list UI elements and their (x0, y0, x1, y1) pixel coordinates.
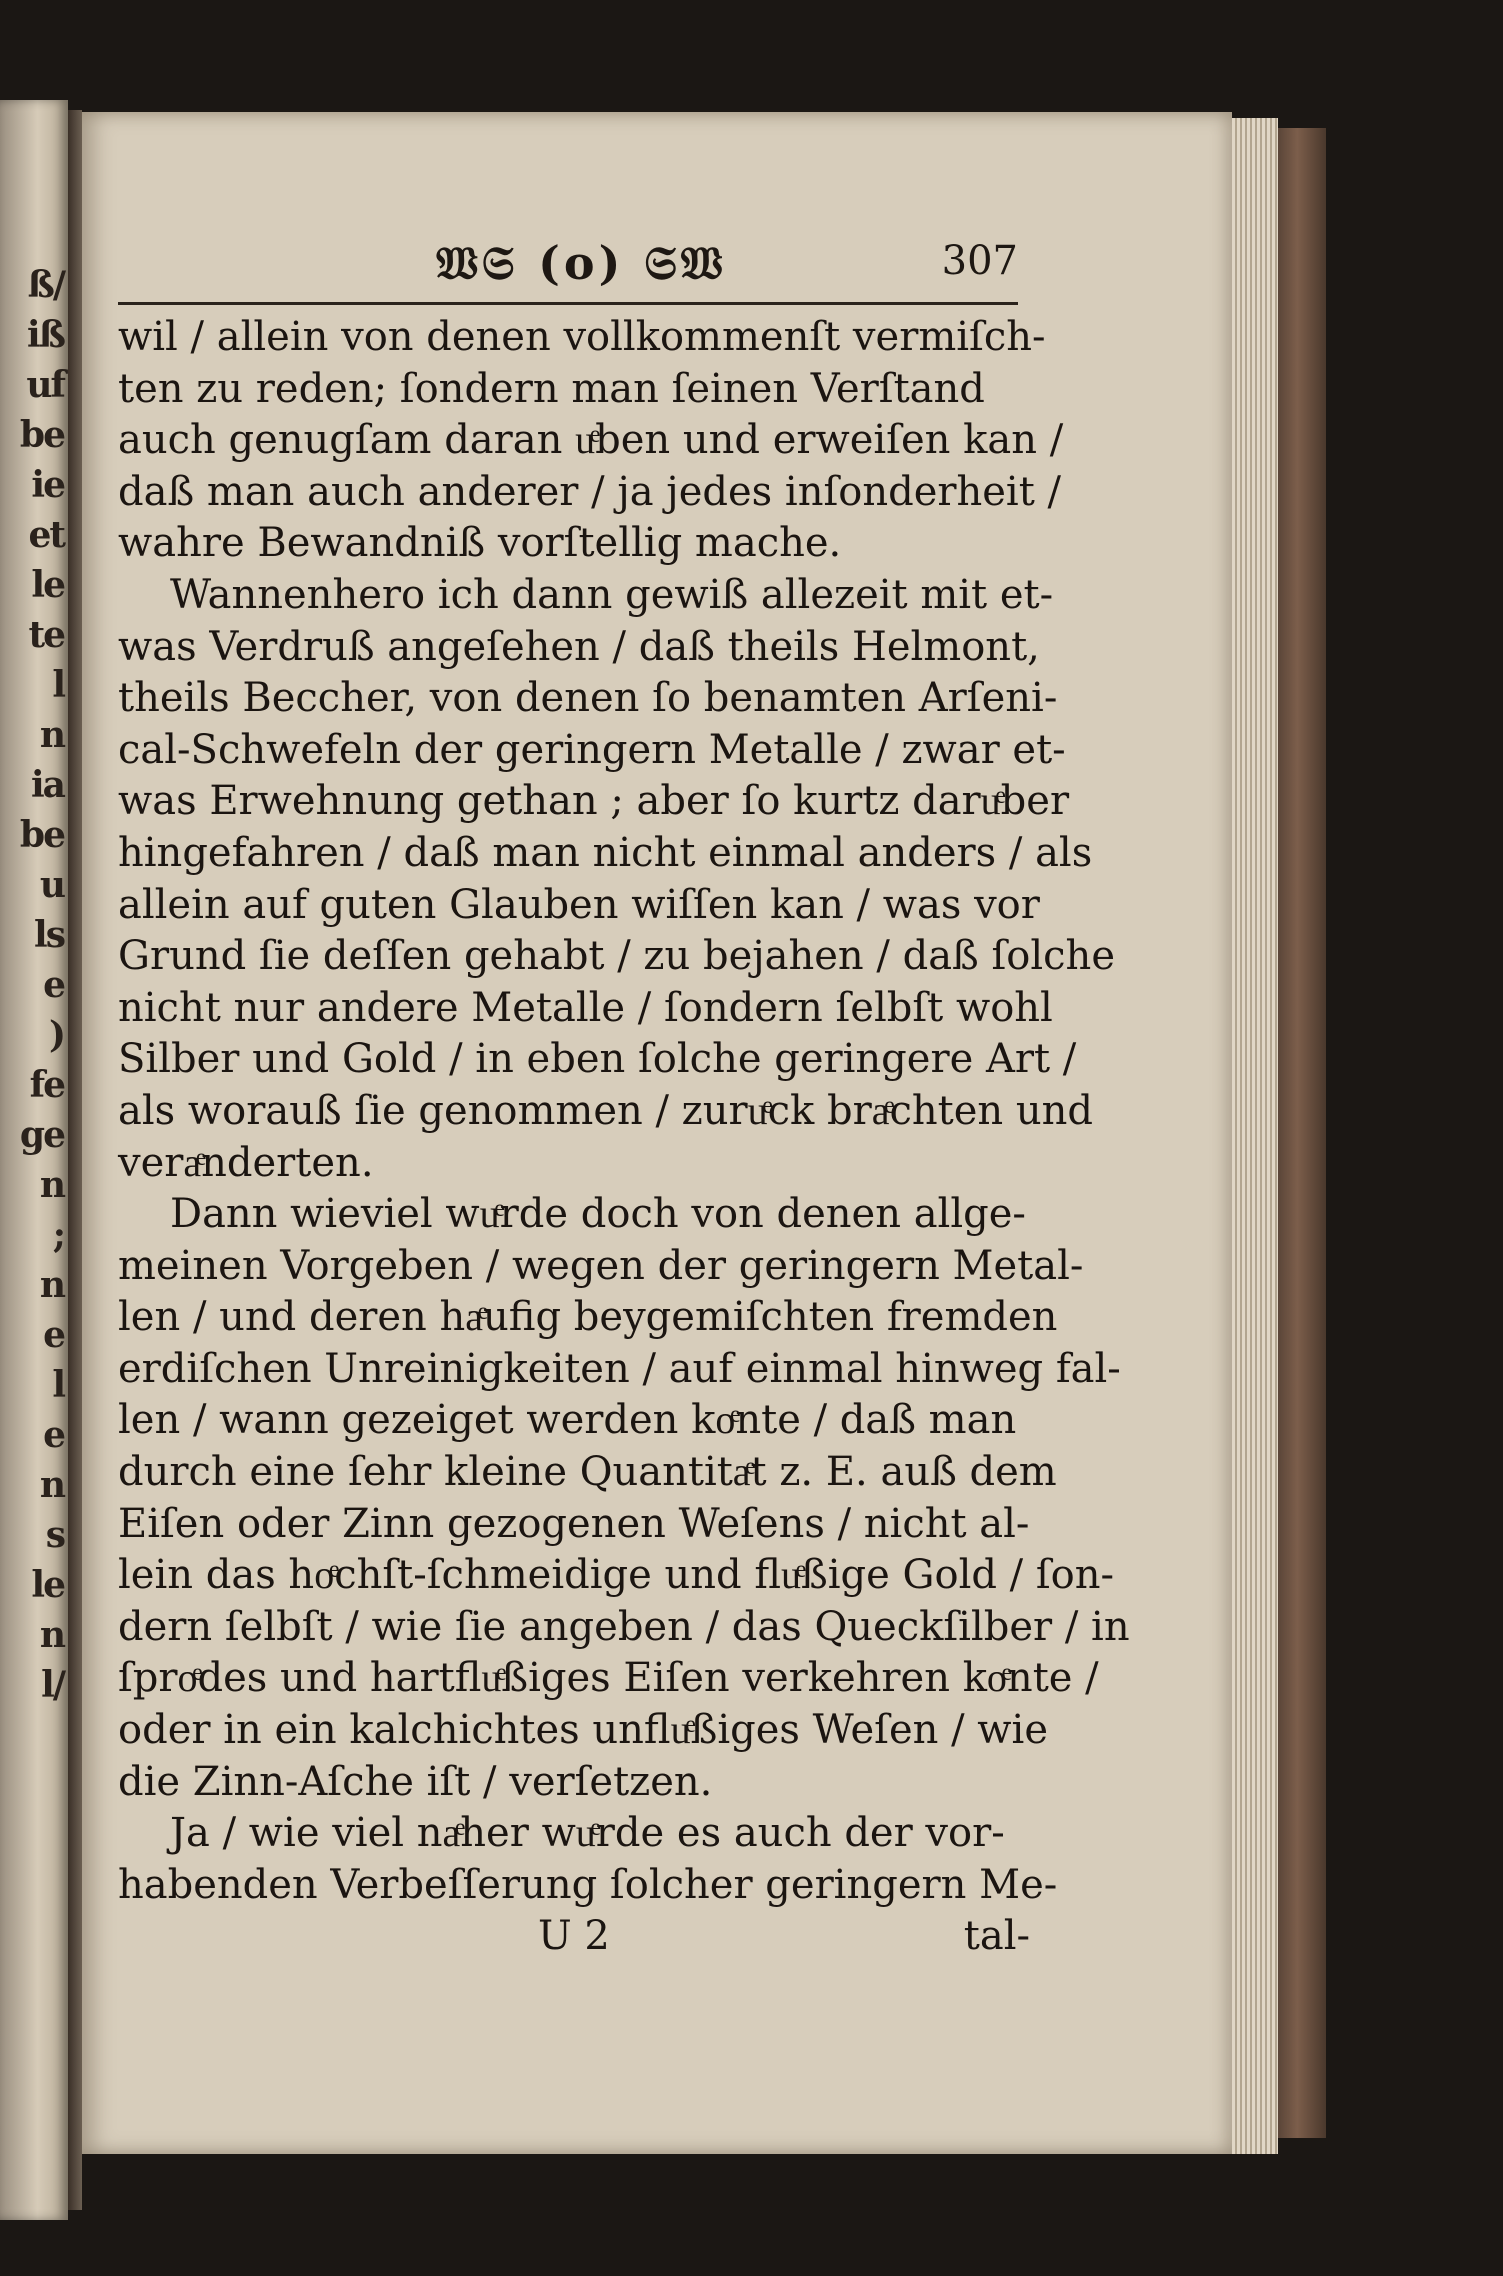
text-line: Silber und Gold / in eben ſolche geringere Art / (118, 1036, 1077, 1083)
text-line: daß man auch anderer / ja jedes inſonderheit / (118, 468, 1061, 515)
left-edge-fragment: ge (19, 1114, 64, 1156)
paragraph-start-line: Wannenhero ich dann gewiß allezeit mit et- (170, 571, 1054, 618)
left-edge-fragment: l (52, 664, 64, 706)
left-edge-fragment: et (28, 514, 64, 556)
text-line: Eiſen oder Zinn gezogenen Weſens / nicht al- (118, 1500, 1030, 1547)
page-header (118, 232, 1018, 302)
left-edge-fragment: ia (30, 764, 64, 806)
left-edge-fragment: ls (34, 914, 64, 956)
text-line: len / wann gezeiget werden koͤnte / daß man (118, 1397, 1017, 1444)
text-line: was Erwehnung gethan ; aber ſo kurtz daruͤber (118, 778, 1070, 825)
catchword: tal- (963, 1913, 1030, 1960)
left-edge-fragment: le (31, 1564, 64, 1606)
text-line: ten zu reden; ſondern man ſeinen Verſtand (118, 365, 985, 412)
left-page-edge (0, 100, 68, 2220)
text-line: dern ſelbſt / wie ſie angeben / das Queckſilber / in (118, 1603, 1130, 1650)
left-edge-fragment: e (43, 1414, 64, 1456)
left-edge-fragment: fe (29, 1064, 64, 1106)
left-edge-fragment: n (39, 1614, 64, 1656)
book-gutter (68, 110, 82, 2210)
left-edge-fragment: s (45, 1514, 64, 1556)
left-edge-fragment: ; (52, 1214, 64, 1256)
page-stack-edge (1232, 118, 1278, 2154)
text-line: erdiſchen Unreinigkeiten / auf einmal hinweg fal- (118, 1345, 1121, 1392)
left-edge-fragment: ß/ (27, 264, 64, 306)
header-ornament: 𝔚𝔖 (o) 𝔖𝔚 (436, 236, 727, 290)
left-edge-fragment: ie (31, 464, 64, 506)
left-edge-fragment: e (43, 1314, 64, 1356)
text-line: ſproͤdes und hartfluͤßiges Eiſen verkehren koͤnte / (118, 1655, 1099, 1702)
left-edge-fragment: be (19, 414, 64, 456)
text-line: veraͤnderten. (118, 1139, 374, 1186)
text-line: habenden Verbeſſerung ſolcher geringern Me- (118, 1861, 1058, 1908)
text-line: hingefahren / daß man nicht einmal anders / als (118, 829, 1093, 876)
page-body (118, 312, 1130, 1963)
text-line: wahre Bewandniß vorſtellig mache. (118, 520, 842, 567)
left-edge-fragment: n (39, 1264, 64, 1306)
signature-mark: U 2 (538, 1913, 610, 1960)
text-line: len / und deren haͤufig beygemiſchten fremden (118, 1294, 1058, 1341)
left-edge-fragment: l/ (41, 1664, 64, 1706)
header-rule (118, 302, 1018, 305)
text-line: cal-Schwefeln der geringern Metalle / zwar et- (118, 726, 1066, 773)
left-edge-fragment: uf (26, 364, 64, 406)
text-line: als worauß ſie genommen / zuruͤck braͤchten und (118, 1087, 1093, 1134)
left-edge-fragment: te (28, 614, 64, 656)
text-line: was Verdruß angeſehen / daß theils Helmont, (118, 623, 1040, 670)
left-edge-fragment: iß (26, 314, 64, 356)
left-edge-fragment: e (43, 964, 64, 1006)
left-edge-fragment: ) (48, 1014, 64, 1056)
text-line: allein auf guten Glauben wiſſen kan / was vor (118, 881, 1040, 928)
left-edge-fragment: n (39, 714, 64, 756)
left-edge-fragment: n (39, 1164, 64, 1206)
left-page-edge-text (4, 260, 64, 2160)
text-line: meinen Vorgeben / wegen der geringern Metal- (118, 1242, 1084, 1289)
text-line: auch genugſam daran uͤben und erweiſen kan / (118, 417, 1064, 464)
text-line: oder in ein kalchichtes unfluͤßiges Weſen / wie (118, 1707, 1048, 1754)
left-edge-fragment: l (52, 1364, 64, 1406)
left-edge-fragment: le (31, 564, 64, 606)
left-edge-fragment: n (39, 1464, 64, 1506)
paragraph-start-line: Ja / wie viel naͤher wuͤrde es auch der vor- (170, 1810, 1005, 1857)
text-line: nicht nur andere Metalle / ſondern ſelbſt wohl (118, 984, 1053, 1031)
text-line: wil / allein von denen vollkommenſt vermiſch- (118, 314, 1046, 360)
text-line: durch eine ſehr kleine Quantitaͤt z. E. auß dem (118, 1449, 1057, 1496)
text-line: die Zinn-Aſche iſt / verſetzen. (118, 1758, 713, 1805)
left-edge-fragment: u (39, 864, 64, 906)
book-cover-edge (1278, 128, 1326, 2138)
page-footer (118, 1911, 1030, 1963)
paragraph-start-line: Dann wieviel wuͤrde doch von denen allge- (170, 1191, 1026, 1238)
text-line: lein das hoͤchſt-ſchmeidige und fluͤßige Gold / ſon- (118, 1552, 1115, 1599)
page-number: 307 (941, 238, 1018, 284)
text-line: Grund ſie deſſen gehabt / zu bejahen / daß ſolche (118, 933, 1115, 980)
text-line: theils Beccher, von denen ſo benamten Arſeni- (118, 675, 1058, 722)
left-edge-fragment: be (19, 814, 64, 856)
